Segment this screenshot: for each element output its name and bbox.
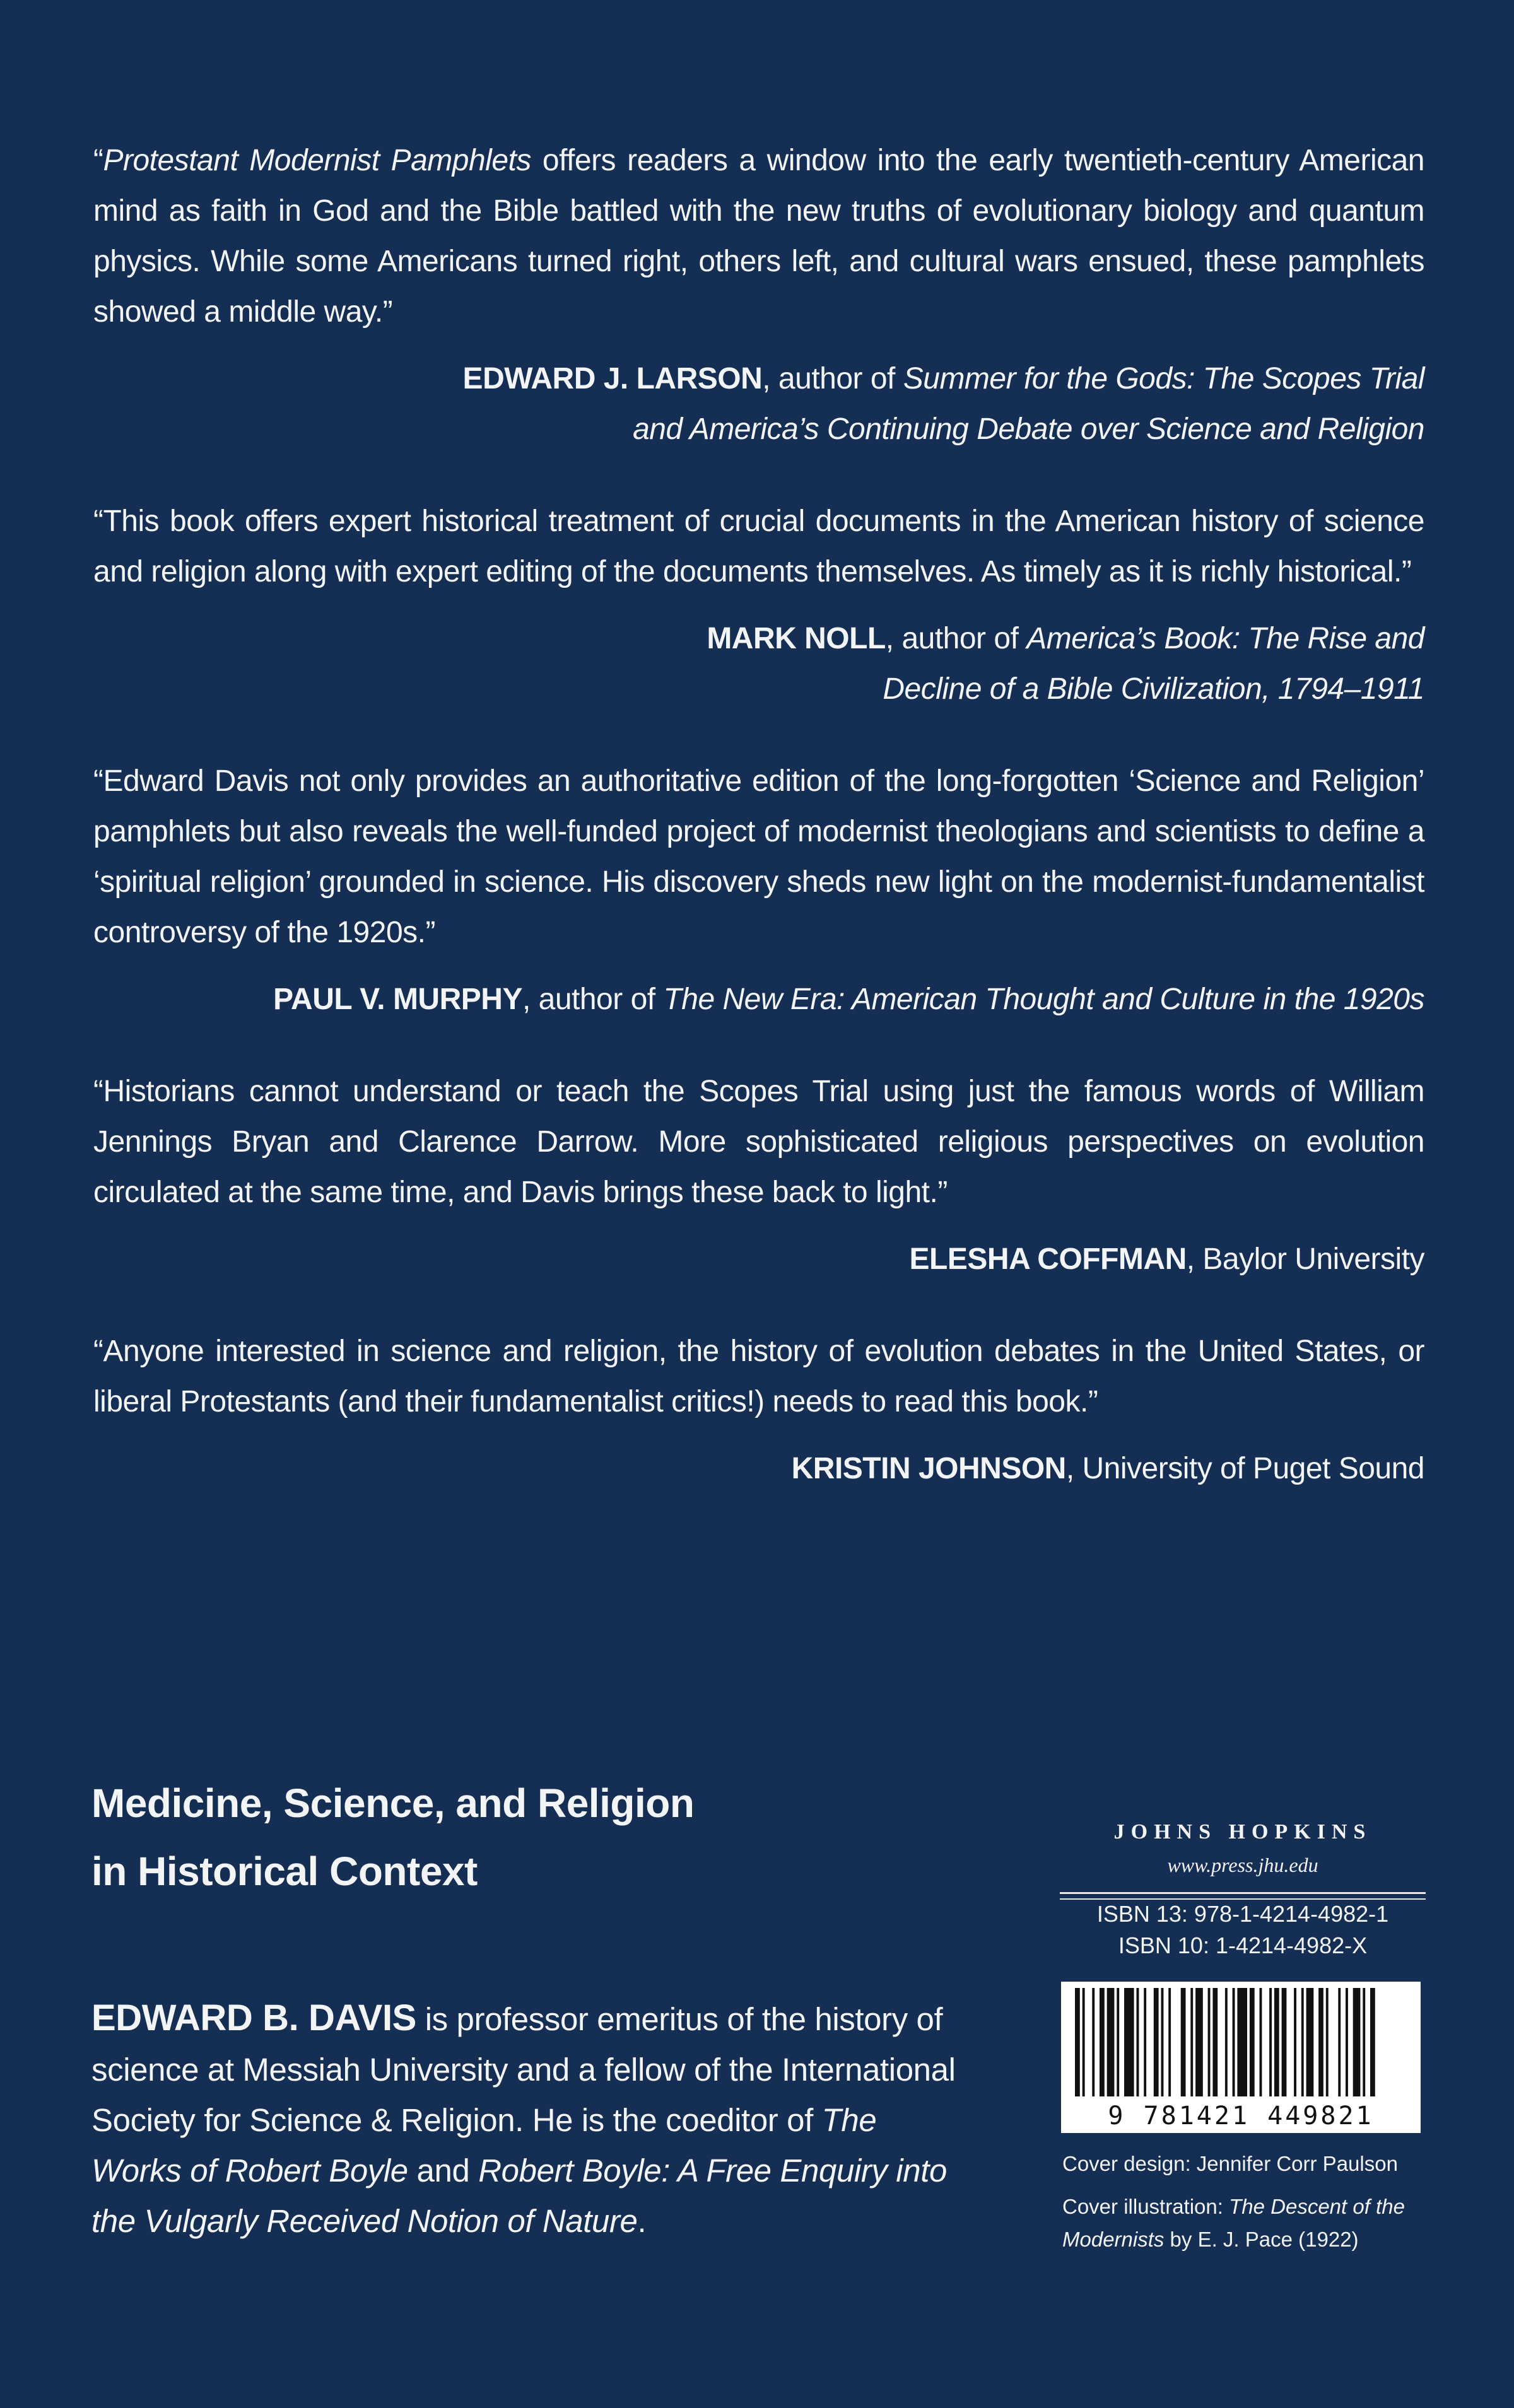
barcode-bar [1208,1988,1211,2096]
endorser-affiliation: , Baylor University [1186,1242,1424,1276]
endorser-name: EDWARD J. LARSON [462,362,763,395]
bio-work-title: The Works of Robert Boyle [91,2102,877,2189]
barcode [1061,1982,1421,2133]
quoted-book-title: Protestant Modernist Pamphlets [103,144,531,177]
publisher-url: www.press.jhu.edu [1167,1854,1318,1876]
publisher-name: JOHNS HOPKINS [1113,1820,1372,1844]
barcode-bar [1075,1988,1080,2096]
barcode-bar [1144,1988,1146,2096]
barcode-bar [1117,1988,1119,2096]
endorser-name: PAUL V. MURPHY [273,983,522,1016]
barcode-digits: 9 781421 449821 [1108,2101,1374,2130]
author-name: EDWARD B. DAVIS [91,1997,416,2038]
barcode-bar [1301,1988,1304,2096]
blurb-larson [93,136,1424,455]
barcode-bar [1326,1988,1329,2096]
author-bio: EDWARD B. DAVIS is professor emeritus of the history of science at Messiah University and a fellow of the International Society for Science & Religion. He is the coeditor of The Works of Robert Boyle and Robert Boyle: A Free Enquiry into the Vulgarly Received Notion of Nature. [91,1997,956,2239]
endorser-name: KRISTIN JOHNSON [791,1452,1066,1485]
endorser-name: ELESHA COFFMAN [909,1242,1187,1276]
barcode-bar [1282,1988,1287,2096]
blurb-noll [93,496,1424,715]
series-title: Medicine, Science, and Religion in Historical Context [91,1780,695,1894]
barcode-bar [1137,1988,1139,2096]
barcode-bar [1274,1988,1279,2096]
blurb-quote: “This book offers expert historical treatment of crucial documents in the American history of science and religion along with expert editing of the documents themselves. As timely as it is richly historical.” [93,505,1424,588]
bio-work-title: Robert Boyle: A Free Enquiry into the Vulgarly Received Notion of Nature [91,2153,947,2239]
barcode-bar [1107,1988,1115,2096]
blurb-coffman [93,1067,1424,1285]
barcode-bar [1092,1988,1094,2096]
barcode-bar [1233,1988,1235,2096]
barcode-bar [1237,1988,1247,2096]
blurb-attribution: MARK NOLL, author of America’s Book: The Rise and Decline of a Bible Civilization, 1794–1911 [707,622,1424,706]
endorser-name: MARK NOLL [707,622,886,655]
barcode-bar [1124,1988,1134,2096]
blurb-attribution [93,1444,1424,1494]
endorser-work: America’s Book: The Rise and [1026,622,1424,655]
isbn-10: ISBN 10: 1-4214-4982-X [1118,1932,1368,1958]
blurb-quote: “Anyone interested in science and religion, the history of evolution debates in the United States, or liberal Protestants (and their fundamentalist critics!) needs to read this book.” [93,1335,1424,1418]
barcode-bar [1181,1988,1186,2096]
cover-illustration-credit: Cover illustration: The Descent of the Modernists by E. J. Pace (1922) [1062,2195,1405,2251]
barcode-bar [1195,1988,1203,2096]
isbn-13: ISBN 13: 978-1-4214-4982-1 [1096,1901,1389,1927]
blurb-quote: “Historians cannot understand or teach the Scopes Trial using just the famous words of William Jennings Bryan and Clarence Darrow. More sophisticated religious perspectives on evolution circulated at the same time, and Davis brings these back to light.” [93,1075,1424,1209]
divider [1060,1892,1426,1894]
barcode-bars-icon [1061,1982,1421,2101]
barcode-bar [1154,1988,1159,2096]
barcode-bar [1161,1988,1164,2096]
blurb-quote: “Protestant Modernist Pamphlets offers readers a window into the early twentieth-century American mind as faith in God and the Bible battled with the new truths of evolutionary biology and quantum physics. While some Americans turned right, others left, and cultural wars ensued, these pamphlets showed a middle way.” [93,144,1424,329]
endorser-affiliation: , University of Puget Sound [1065,1452,1424,1485]
blurb-attribution [93,1234,1424,1285]
barcode-bar [1250,1988,1255,2096]
blurb-attribution: EDWARD J. LARSON, author of Summer for the Gods: The Scopes Trial and America’s Continuing Debate over Science and Religion [462,362,1424,446]
publisher-logo [1060,1816,1426,1900]
isbn-block [1060,1898,1426,1961]
barcode-bar [1168,1988,1171,2096]
barcode-bar [1294,1988,1296,2096]
barcode-bar [1190,1988,1193,2096]
barcode-bar [1346,1988,1348,2096]
cover-design-credit: Cover design: Jennifer Corr Paulson [1062,2152,1398,2175]
blurb-attribution: PAUL V. MURPHY, author of The New Era: American Thought and Culture in the 1920s [273,983,1424,1016]
endorser-work: The New Era: American Thought and Culture in the 1920s [663,983,1424,1016]
barcode-bar [1353,1988,1361,2096]
barcode-bar [1338,1988,1341,2096]
cover-credits [1062,2148,1441,2256]
barcode-bar [1370,1988,1375,2096]
barcode-bar [1269,1988,1272,2096]
barcode-bar [1306,1988,1314,2096]
barcode-bar [1363,1988,1365,2096]
barcode-bar [1083,1988,1085,2096]
blurb-johnson [93,1326,1424,1494]
blurb-murphy [93,756,1424,1025]
barcode-bar [1318,1988,1323,2096]
endorsements [93,136,1424,1536]
barcode-bar [1260,1988,1262,2096]
barcode-bar [1212,1988,1218,2096]
endorser-work: Summer for the Gods: The Scopes Trial [903,362,1424,395]
barcode-bar [1100,1988,1105,2096]
blurb-quote: “Edward Davis not only provides an authoritative edition of the long-forgotten ‘Science and Religion’ pamphlets but also reveals the well-funded project of modernist theologians and scientists to define a ‘spiritual religion’ grounded in science. His discovery sheds new light on the modernist-fundamentalist controversy of the 1920s.” [93,764,1424,949]
barcode-bar [1225,1988,1228,2096]
